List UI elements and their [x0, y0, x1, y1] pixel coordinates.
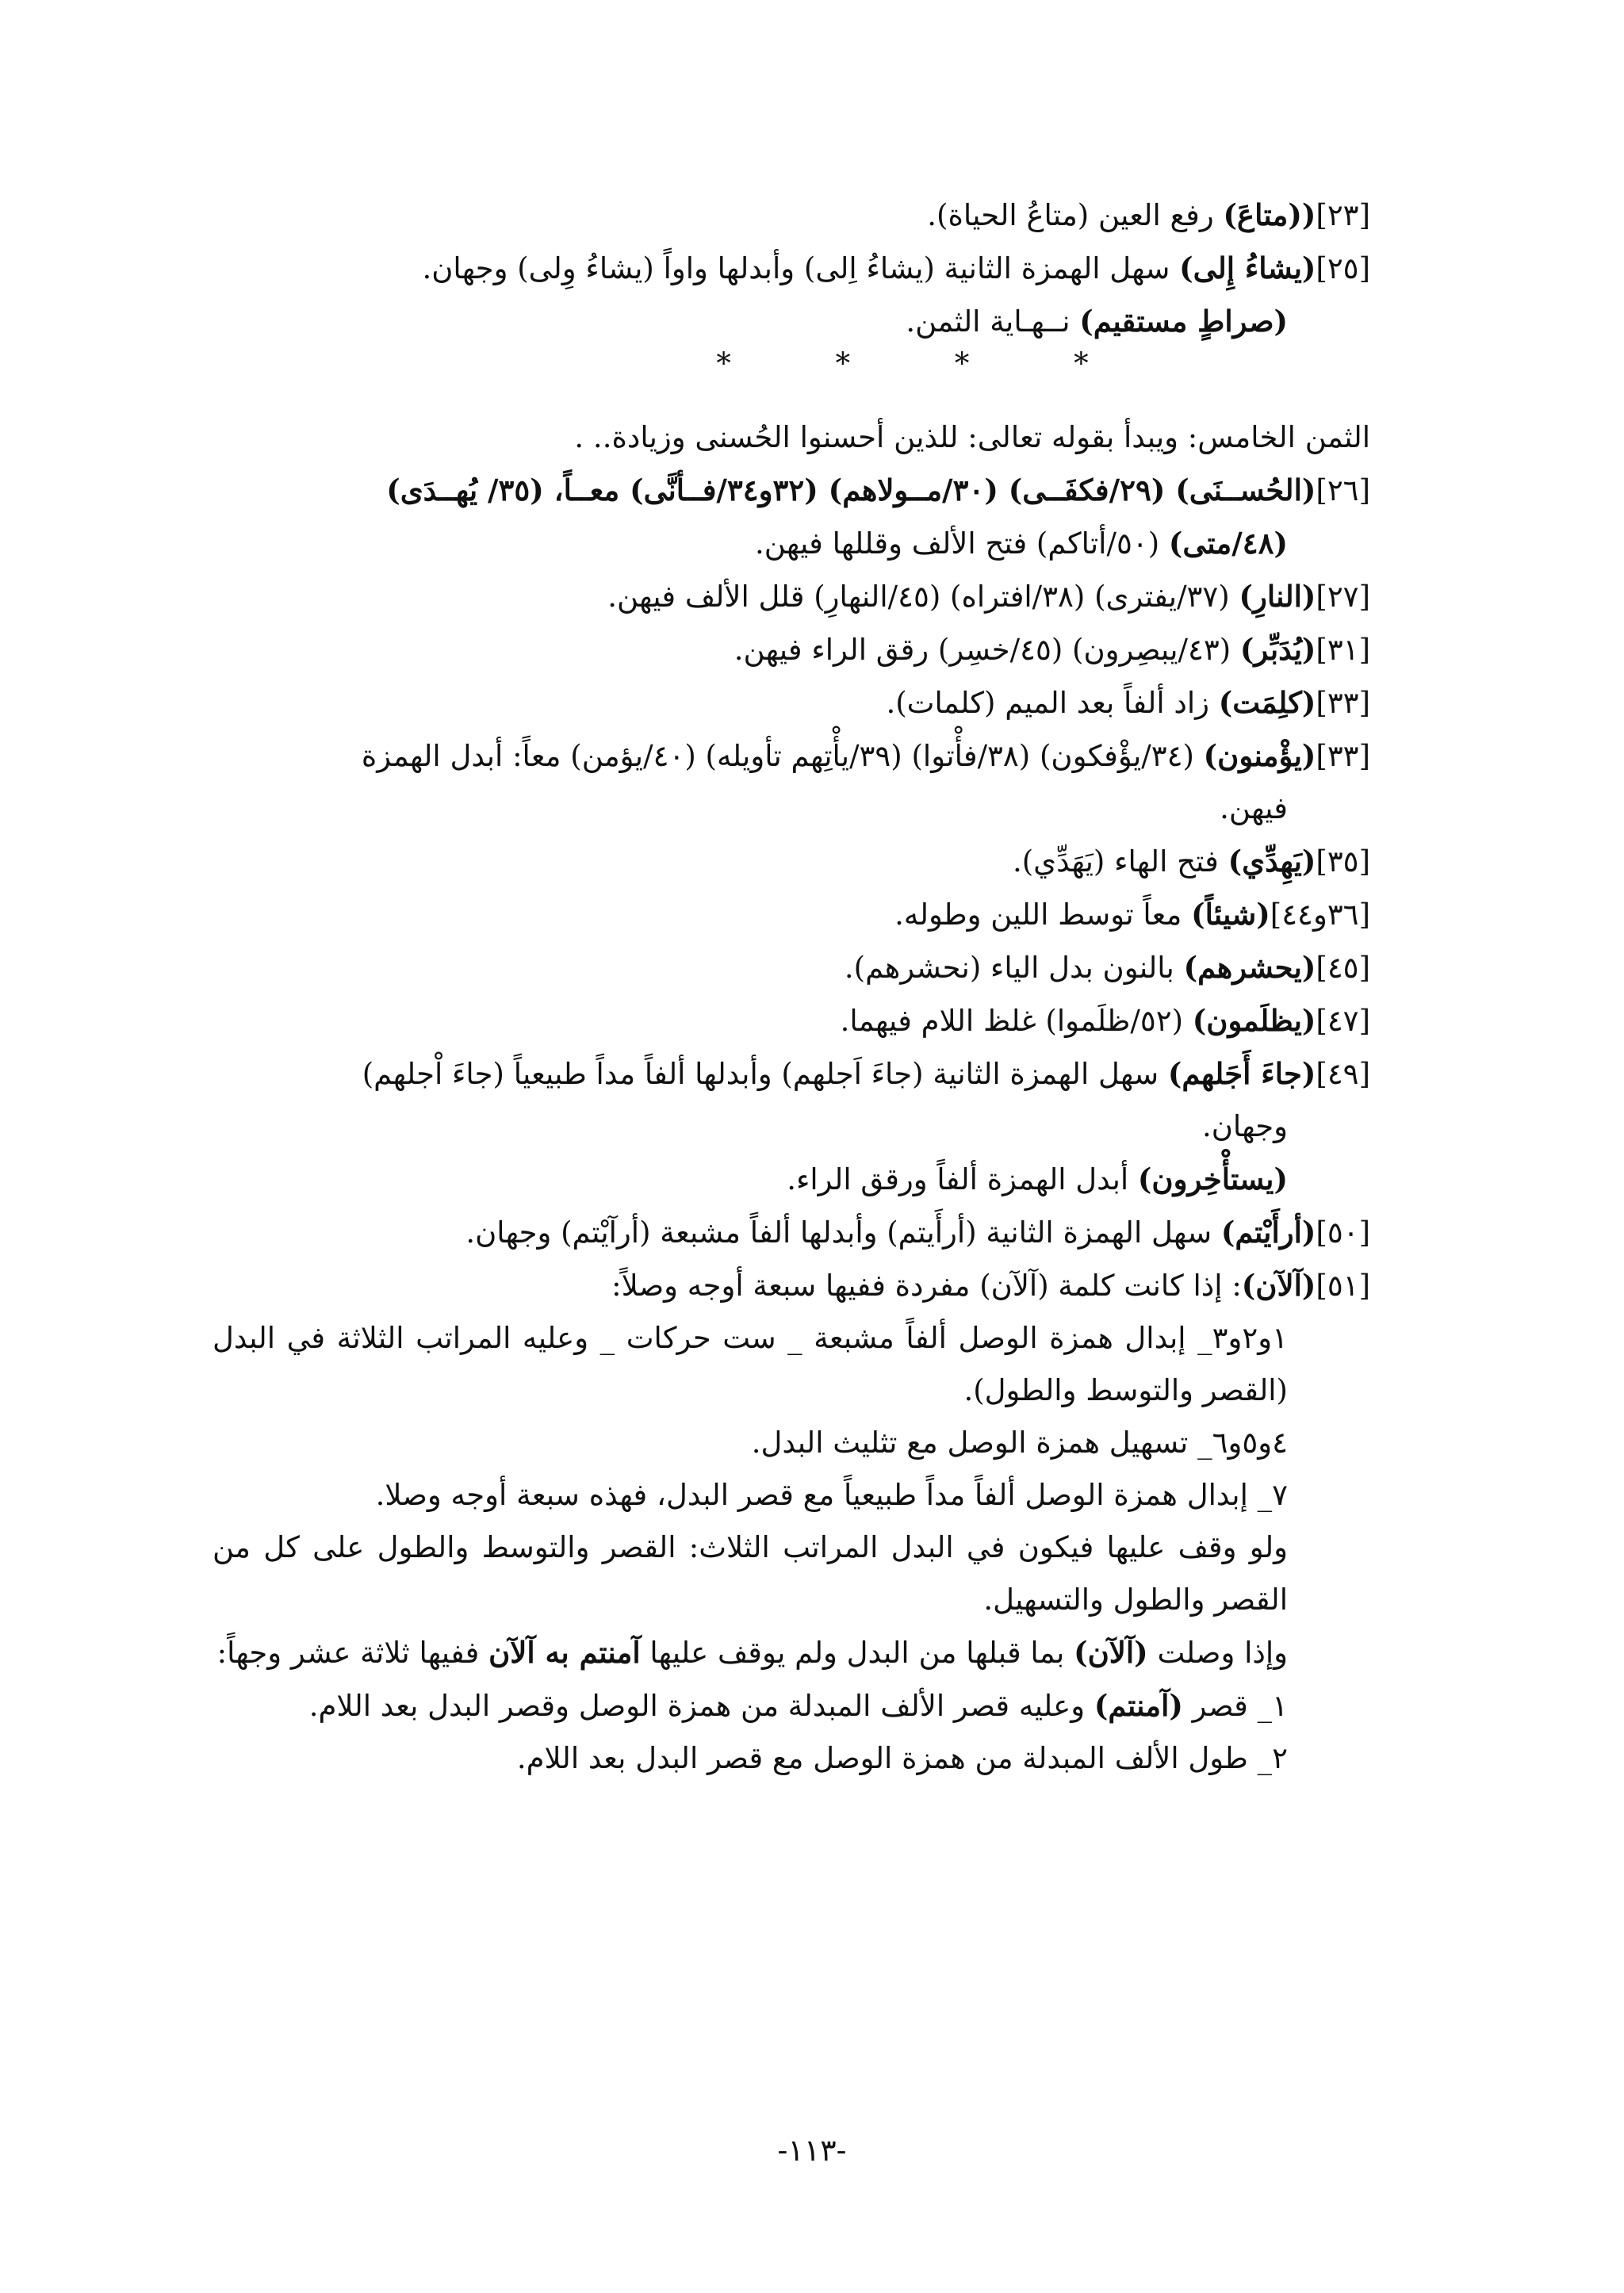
line-35: [٣٥](يَهِدِّي) فتح الهاء (يَهَدِّي).: [1012, 844, 1370, 879]
line-36: [٣٦و٤٤](شيئاً) معاً توسط اللين وطوله.: [894, 897, 1370, 932]
line-23: [٢٣]((متاعَ) رفع العين (متاعُ الحياة).: [927, 197, 1370, 232]
line-51: [٥١](آلآن): إذا كانت كلمة (آلآن) مفردة ففيها سبعة أوجه وصلاً:: [611, 1268, 1370, 1303]
line-wasl: وإذا وصلت (آلآن) بما قبلها من البدل ولم يوقف عليها آمنتم به آلآن ففيها ثلاثة عشر وجهاً:: [216, 1635, 1288, 1670]
line-48: (٤٨/متى) (٥٠/أتاكم) فتح الألف وقللها فيهن.: [754, 526, 1288, 561]
line-wajh-a: ١_ قصر (آمنتم) وعليه قصر الألف المبدلة من همزة الوصل وقصر البدل بعد اللام.: [308, 1688, 1288, 1723]
line-sirat: (صراطٍ مستقيم) نــهـاية الثمن.: [906, 304, 1288, 339]
line-wajh-1-3: ١و٢و٣_ إبدال همزة الوصل ألفاً مشبعة _ ست حركات _ وعليه المراتب الثلاثة في البدل (القصر والتوسط والطول).: [213, 1321, 1288, 1407]
line-49: [٤٩](جاءَ أَجَلهم) سهل الهمزة الثانية (جاءَ اَجلهم) وأبدلها ألفاً مداً طبيعياً (جاءَ اْجلهم): [362, 1056, 1370, 1091]
line-50: [٥٠](أرأَيْتم) سهل الهمزة الثانية (أرأَيتم) وأبدلها ألفاً مشبعة (أرآيْتم) وجهان.: [465, 1215, 1370, 1250]
section-heading: الثمن الخامس: ويبدأ بقوله تعالى: للذين أحسنوا الحُسنى وزيادة.. .: [574, 420, 1370, 454]
line-49-cont: وجهان.: [1201, 1109, 1288, 1143]
line-31: [٣١](يُدَبِّر) (٤٣/يبصِرون) (٤٥/خسِر) رقق الراء فيهن.: [733, 632, 1370, 667]
line-45: [٤٥](يحشرهم) بالنون بدل الياء (نحشرهم).: [844, 950, 1370, 985]
line-27: [٢٧](النارِ) (٣٧/يفترى) (٣٨/افتراه) (٤٥/النهارِ) قلل الألف فيهن.: [607, 579, 1370, 614]
line-yastakhirun: (يستأْخِرون) أبدل الهمزة ألفاً ورقق الراء.: [787, 1162, 1288, 1196]
line-25: [٢٥](يشاءُ إِلى) سهل الهمزة الثانية (يشاءُ اِلى) وأبدلها واواً (يشاءُ وِلى) وجهان.: [422, 251, 1370, 285]
line-waqf: ولو وقف عليها فيكون في البدل المراتب الثلاث: القصر والتوسط والطول على كل من القصر والطول والتسهيل.: [213, 1530, 1288, 1617]
document-body: [213, 189, 1370, 1785]
line-33b: [٣٣](يؤْمنون) (٣٤/يؤْفكون) (٣٨/فأْتوا) (٣٩/يأْتِهم تأويله) (٤٠/يؤمن) معاً: أبدل الهمزة: [361, 738, 1370, 773]
line-wajh-7: ٧_ إبدال همزة الوصل ألفاً مداً طبيعياً مع قصر البدل، فهذه سبعة أوجه وصلا.: [375, 1478, 1288, 1512]
line-33b-cont: فيهن.: [1220, 791, 1288, 825]
line-47: [٤٧](يظلَمون) (٥٢/ظلَموا) غلظ اللام فيهما.: [840, 1003, 1370, 1038]
line-33a: [٣٣](كلِمَت) زاد ألفاً بعد الميم (كلمات).: [886, 685, 1370, 720]
line-wajh-4-6: ٤و٥و٦_ تسهيل همزة الوصل مع تثليث البدل.: [751, 1426, 1288, 1460]
line-wajh-b: ٢_ طول الألف المبدلة من همزة الوصل مع قصر البدل بعد اللام.: [516, 1741, 1288, 1775]
page-number: -١١٣-: [777, 2133, 847, 2168]
section-separator: * * * *: [716, 346, 1136, 381]
line-26: [٢٦](الحُســنَى) (٢٩/فكفَــى) (٣٠/مــولاهم) (٣٢و٣٤/فــأنَّى) معــاً، (٣٥/ يُهــدَى): [386, 473, 1370, 507]
